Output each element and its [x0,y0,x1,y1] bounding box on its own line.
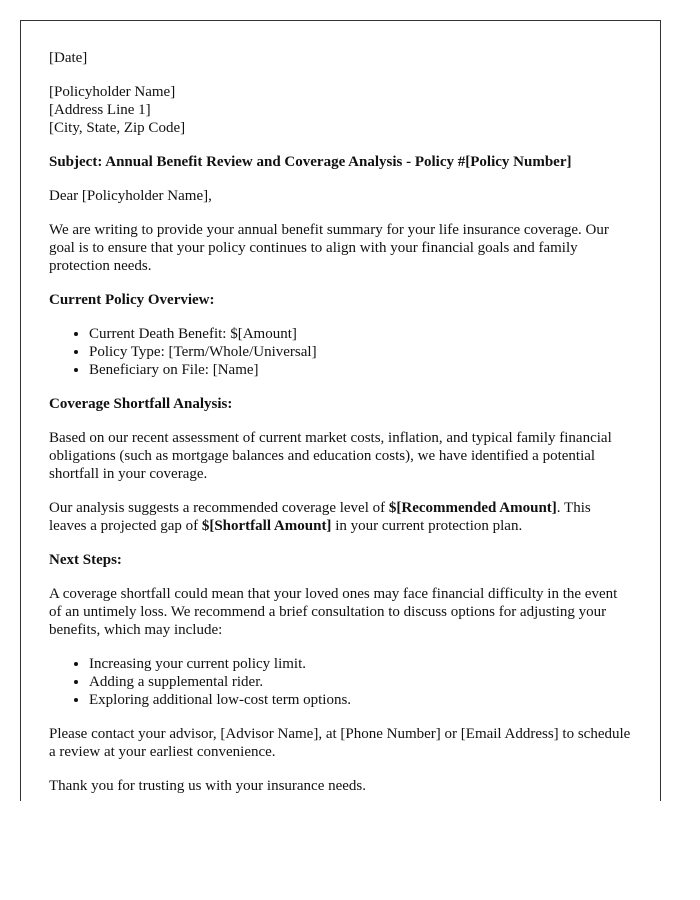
list-item: • Adding a supplemental rider. [89,673,631,691]
list-item: • Beneficiary on File: [Name] [89,361,631,379]
list-item: • Policy Type: [Term/Whole/Universal] [89,343,631,361]
list-item: • Exploring additional low-cost term options. [89,691,631,709]
address-line: [Policyholder Name] [49,84,176,100]
address-line: [Address Line 1] [49,102,151,118]
text: Our analysis suggests a recommended coverage level of [49,500,389,516]
overview-heading: Current Policy Overview: [49,292,215,308]
closing-paragraph: Thank you for trusting us with your insurance needs. [49,778,367,794]
overview-list [49,325,631,379]
options-list [49,655,631,709]
subject-line: Subject: Annual Benefit Review and Coverage Analysis - Policy #[Policy Number] [49,154,572,170]
text: in your current protection plan. [331,518,523,534]
shortfall-amount: $[Shortfall Amount] [201,518,332,534]
recipient-address [49,83,631,137]
shortfall-heading: Coverage Shortfall Analysis: [49,396,233,412]
next-steps-heading: Next Steps: [49,552,122,568]
contact-paragraph: Please contact your advisor, [Advisor Name], at [Phone Number] or [Email Address] to schedule a review at your earliest convenience. [49,726,631,760]
address-line: [City, State, Zip Code] [49,120,186,136]
shortfall-paragraph: Based on our recent assessment of current market costs, inflation, and typical family financial obligations (such as mortgage balances and education costs), we have identified a potential shortfall in your coverage. [49,430,612,482]
salutation: Dear [Policyholder Name], [49,188,212,204]
text: . This leaves a projected gap of [49,500,591,534]
next-steps-paragraph: A coverage shortfall could mean that your loved ones may face financial difficulty in the event of an untimely loss. We recommend a brief consultation to discuss options for adjusting your benefits, which may include: [49,586,618,638]
letter-page [20,20,661,801]
recommended-amount: $[Recommended Amount] [388,500,557,516]
list-item: • Current Death Benefit: $[Amount] [89,325,631,343]
date: [Date] [49,50,88,66]
intro-paragraph: We are writing to provide your annual benefit summary for your life insurance coverage. Our goal is to ensure that your policy continues to align with your financial goals and family protection needs. [49,222,609,274]
recommendation-paragraph [49,499,631,535]
list-item: • Increasing your current policy limit. [89,655,631,673]
